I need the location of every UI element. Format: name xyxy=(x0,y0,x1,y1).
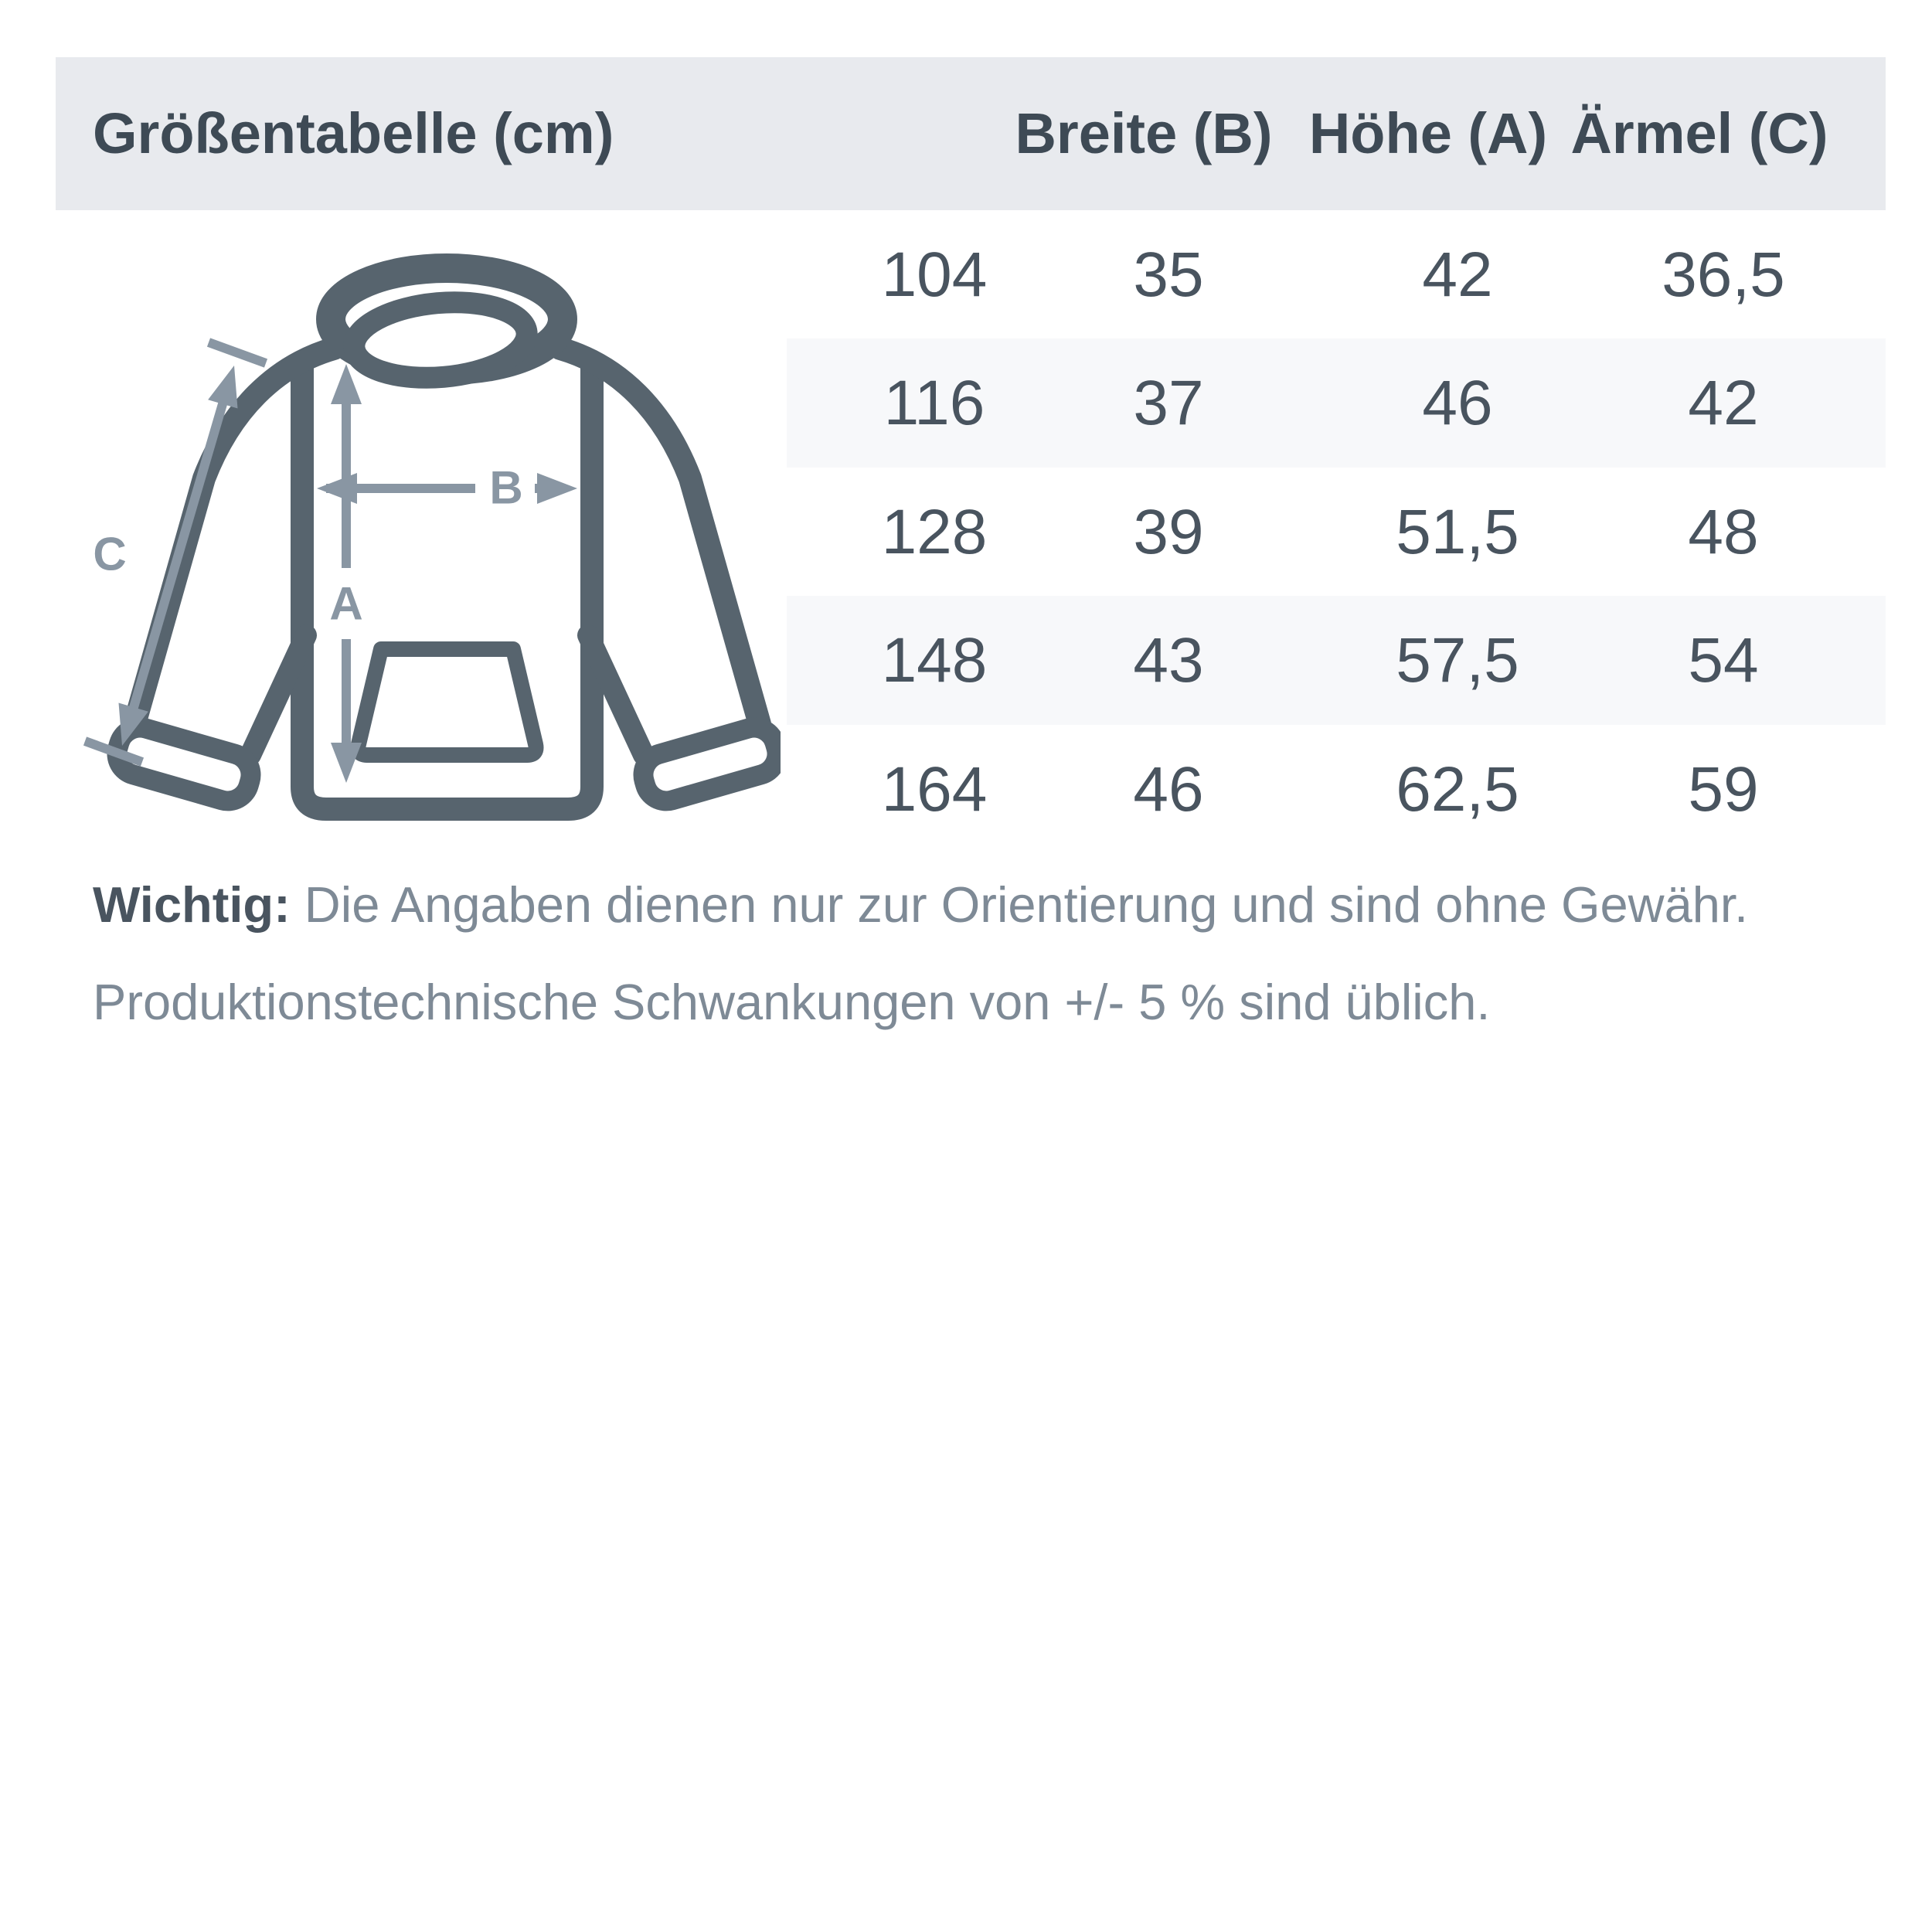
label-a: A xyxy=(329,577,363,630)
cell-breite: 43 xyxy=(1133,625,1204,696)
column-header-hoehe: Höhe (A) xyxy=(1308,101,1548,165)
table-row xyxy=(787,338,1886,468)
cell-hoehe: 46 xyxy=(1422,368,1493,438)
right-cuff-outline xyxy=(638,723,781,806)
table-header-row xyxy=(56,57,1886,210)
table-row xyxy=(787,596,1886,725)
cell-aermel: 54 xyxy=(1688,625,1759,696)
cell-size: 104 xyxy=(881,240,988,310)
left-cuff-outline xyxy=(112,723,256,806)
cell-size: 164 xyxy=(881,754,988,825)
cell-hoehe: 57,5 xyxy=(1396,625,1519,696)
cell-hoehe: 62,5 xyxy=(1396,754,1519,825)
table-row xyxy=(787,210,1886,339)
cell-size: 148 xyxy=(881,625,988,696)
cell-aermel: 42 xyxy=(1688,368,1759,438)
cell-breite: 39 xyxy=(1133,497,1204,567)
cell-breite: 46 xyxy=(1133,754,1204,825)
hood-inner-ring xyxy=(351,295,530,384)
cell-size: 116 xyxy=(883,368,985,438)
table-row xyxy=(787,725,1886,854)
cell-hoehe: 42 xyxy=(1422,240,1493,310)
hoodie-measurement-diagram xyxy=(54,251,781,838)
disclaimer-note xyxy=(93,856,1748,1051)
cell-aermel: 59 xyxy=(1688,754,1759,825)
column-header-aermel: Ärmel (C) xyxy=(1570,101,1828,165)
table-title: Größentabelle (cm) xyxy=(93,101,614,165)
cell-breite: 37 xyxy=(1133,368,1204,438)
cell-breite: 35 xyxy=(1133,240,1204,310)
cell-aermel: 48 xyxy=(1688,497,1759,567)
kangaroo-pocket-outline xyxy=(358,649,536,755)
cell-hoehe: 51,5 xyxy=(1396,497,1519,567)
cell-aermel: 36,5 xyxy=(1662,240,1785,310)
label-c: C xyxy=(93,528,127,580)
disclaimer-line-1 xyxy=(93,856,1748,954)
disclaimer-text-2: Produktionstechnische Schwankungen von +/- 5 % sind üblich. xyxy=(93,974,1491,1030)
column-header-breite: Breite (B) xyxy=(1015,101,1273,165)
disclaimer-label: Wichtig: xyxy=(93,876,291,933)
disclaimer-text-1: Die Angaben dienen nur zur Orientierung und sind ohne Gewähr. xyxy=(290,876,1749,933)
disclaimer-line-2 xyxy=(93,954,1748,1051)
table-row xyxy=(787,468,1886,597)
cell-size: 128 xyxy=(881,497,988,567)
label-b: B xyxy=(489,461,523,514)
